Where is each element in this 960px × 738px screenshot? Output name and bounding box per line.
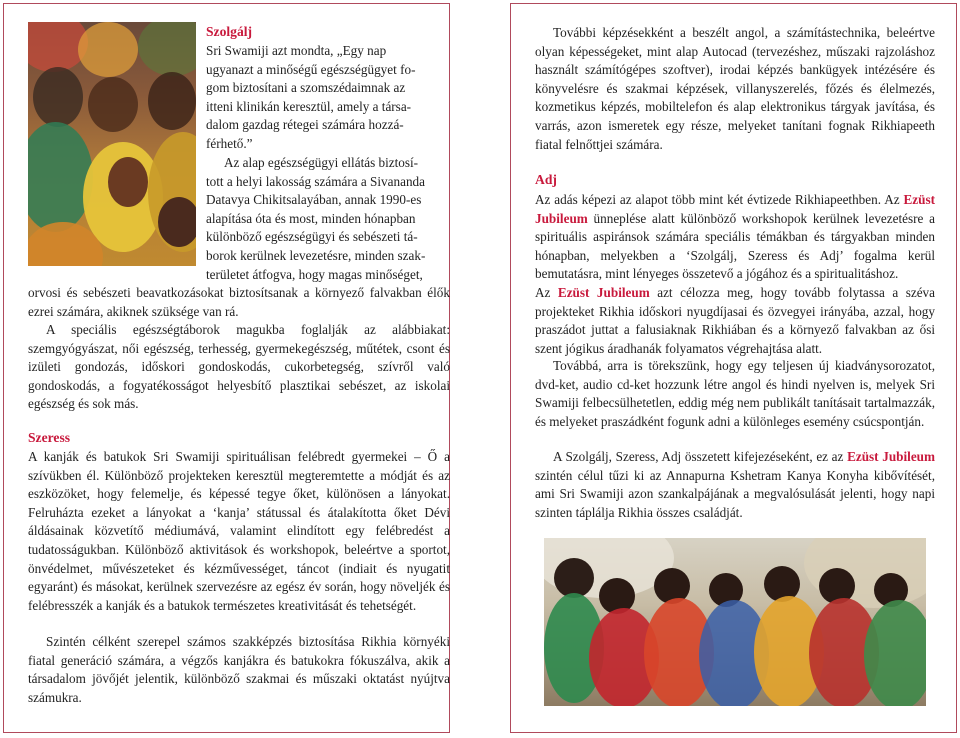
text-line: itteni klinikán keresztül, amely a társa-: [206, 98, 412, 114]
text-run: azt célozza meg, hogy tovább folytassa a széva projekteket Rikhia időskori nyugdíjasai és özvegyei irányába, azzal, hogy praszádot juttat a falusiaknak Rikhiában és a környező falvakban az ősi szent jógikus áradhanák folyamatos végrehajtása alatt.: [535, 285, 935, 356]
silver-jubilee-highlight: Ezüst Jubileum: [535, 192, 935, 226]
text-line: borok kerülnek levezetésre, minden szak-: [206, 247, 426, 263]
serve-paragraph-1: [206, 42, 450, 154]
text-line: különböző egészségügyi és sebészeti tá-: [206, 229, 418, 245]
section-heading-give: Adj: [535, 172, 557, 187]
girls-dancing-photo: [544, 538, 926, 706]
text-line: területet átfogva, hogy magas minőséget,: [206, 266, 423, 282]
text-line: dalom gazdag rétegei számára hozzá-: [206, 117, 404, 133]
text-line: ugyanazt a minőségű egészségügyet fo-: [206, 61, 416, 77]
text-run: Az: [535, 285, 558, 300]
silver-jubilee-highlight: Ezüst Jubileum: [847, 449, 935, 464]
women-group-photo: [28, 22, 196, 266]
text-run: ünneplése alatt különböző workshopok kerülnek levezetésre a spirituális aspiránsok számára speciális témákban és tárgyakban minden hónapban, melyekben a ‘Szolgálj, Szeress és Adj’ fogalma kerül bemutatásra, mint lényeges összetevő a jógához és a spiritualitáshoz.: [535, 210, 935, 282]
serve-paragraph-3: A speciális egészségtáborok magukba foglalják az alábbiakat: szemgyógyászat, női egészség, terhesség, gyermekegészség, műtétek, csont és izületi gondozás, időskori gondoskodás, cukorbetegség, szívről való gondoskodás, a fogyatékosságot helyesbítő plasztikai sebészet, az iskolai egészség és sok más.: [28, 322, 450, 412]
text-line: férhető.”: [206, 135, 253, 151]
section-heading-love: Szeress: [28, 430, 71, 445]
serve-paragraph-2-wrap: [206, 154, 450, 284]
love-paragraph-1: A kanják és batukok Sri Swamiji spirituálisan felébredt gyermekei – Ő a szívükben él. Különböző projekteken keresztül megteremtette a módját és az eszközöket, hogy felemelje, és képessé tegye őket, különösen a lányokat. Felruházta ezeket a lányokat a ‘kanja’ státussal és átalakította őket Dévi áldásainak közvetítő médiumává, valamint elindított egy felébredést a tudatosságukban. Különböző aktivitások és workshopok, beleértve a sportot, önvédelmet, művészeteket és kézművességet, táncot (indiait és nyugatit egyaránt) és másokat, kerülnek szervezésre az egész év során, hogy növeljék és felébresszék a kanják és a batukok természetes kreativitását és tehetségét.: [28, 449, 450, 613]
training-paragraph: További képzésekként a beszélt angol, a számítástechnika, beleértve olyan képességeket, mint alap Autocad (tervezéshez, műszaki rajzoláshoz használt számítógépes szoftver), irodai képzés bankügyek intézésére és könyvelésre és szakmai képzések, villanyszerelés, főzés és élelmezés, kozmetikus képzés, mobiltelefon és alap elektronikus tárgyak javítása, és varrás, azon ismeretek egy része, melyeket tanítani fognak Rikhiapeeth fiatal felnőttjei számára.: [535, 25, 935, 152]
text-line: Az alap egészségügyi ellátás biztosí-: [224, 155, 419, 170]
give-paragraph-3: Továbbá, arra is törekszünk, hogy egy teljesen új kiadványsorozatot, dvd-ket, audio cd-ket hozzunk létre angol és hindi nyelven is, melyek Sri Swamiji felbecsülhetetlen, eddig még nem publikált tanításait tartalmazzák, és melyeket praszádként fogunk adni a különleges esemény csúcspontján.: [535, 358, 935, 429]
silver-jubilee-highlight: Ezüst Jubileum: [557, 285, 650, 300]
love-paragraph-2: Szintén célként szerepel számos szakképzés biztosítása Rikhia környéki fiatal generáció számára, a végzős kanjákra és batukokra fókuszálva, akik a társadalom jövőjét jelentik, különböző szakmai és műszaki oktatást nyújtva számukra.: [28, 634, 450, 705]
text-run: szintén célul tűzi ki az Annapurna Kshetram Kanya Konyha kibővítését, ami Sri Swamiji azon szankalpájának a megvalósulását jelenti, hogy napi szinten táplálja Rikhia összes családját.: [535, 467, 935, 520]
text-run: Az adás képezi az alapot több mint két évtizede Rikhiapeethben. Az: [535, 192, 904, 207]
section-heading-serve: Szolgálj: [206, 24, 253, 39]
text-line: Datavya Chikitsalayában, annak 1990-es: [206, 192, 422, 208]
give-paragraph-4: [535, 448, 935, 522]
give-paragraph-1: [535, 191, 935, 284]
give-paragraph-2: [535, 284, 935, 358]
text-line: gom biztosítani a szomszédaimnak az: [206, 80, 406, 96]
text-line: tott a helyi lakosság számára a Sivananda: [206, 173, 425, 189]
text-line: alapítása óta és most, minden hónapban: [206, 210, 416, 226]
text-run: A Szolgálj, Szeress, Adj összetett kifejezéseként, ez az: [553, 449, 848, 464]
serve-paragraph-2-end: orvosi és sebészeti beavatkozásokat biztosítsanak a környező falvakban élők ezrei számára, akiknek szüksége van rá.: [28, 285, 450, 319]
text-line: Sri Swamiji azt mondta, „Egy nap: [206, 43, 387, 58]
